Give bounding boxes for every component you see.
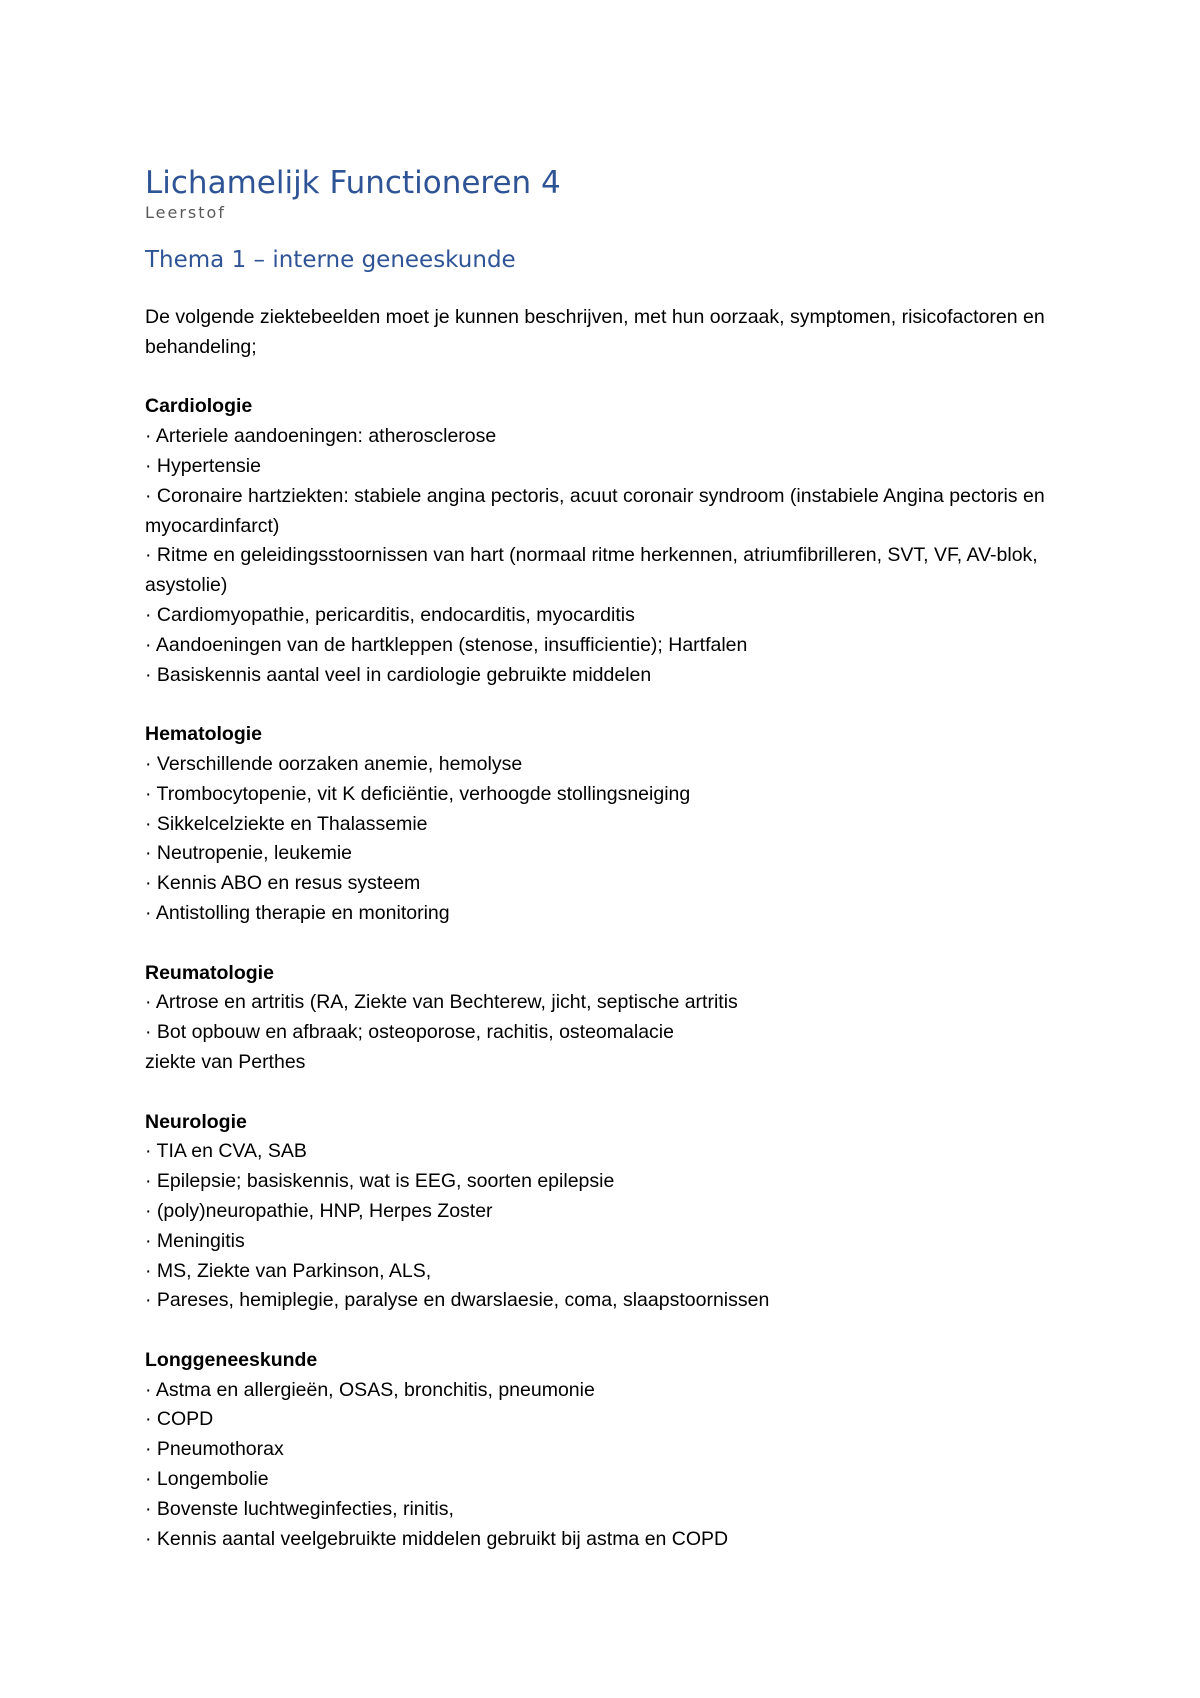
document-page — [145, 165, 1065, 1554]
list-item: · TIA en CVA, SAB — [145, 1140, 307, 1163]
list-item: · Cardiomyopathie, pericarditis, endocarditis, myocarditis — [145, 603, 635, 626]
category-hematologie — [145, 720, 1065, 929]
list-item: · MS, Ziekte van Parkinson, ALS, — [145, 1259, 432, 1282]
list-item: ziekte van Perthes — [145, 1050, 306, 1073]
list-item: · Hypertensie — [145, 454, 261, 477]
category-cardiologie — [145, 392, 1065, 690]
category-title: Longgeneeskunde — [145, 1348, 318, 1371]
list-item: · Arteriele aandoeningen: atherosclerose — [145, 425, 497, 448]
intro-paragraph: De volgende ziektebeelden moet je kunnen beschrijven, met hun oorzaak, symptomen, risicofactoren en behandeling; — [145, 306, 1045, 358]
list-item: · Epilepsie; basiskennis, wat is EEG, soorten epilepsie — [145, 1170, 615, 1193]
category-longgeneeskunde — [145, 1346, 1065, 1555]
list-item: · Astma en allergieën, OSAS, bronchitis, pneumonie — [145, 1378, 595, 1401]
category-item-list — [145, 1137, 1065, 1316]
list-item: · Meningitis — [145, 1229, 245, 1252]
list-item: · Pneumothorax — [145, 1438, 284, 1461]
list-item: · Aandoeningen van de hartkleppen (stenose, insufficientie); Hartfalen — [145, 633, 748, 656]
list-item: · Sikkelcelziekte en Thalassemie — [145, 812, 428, 835]
list-item: · Trombocytopenie, vit K deficiëntie, verhoogde stollingsneiging — [145, 782, 691, 805]
list-item: · Kennis aantal veelgebruikte middelen gebruikt bij astma en COPD — [145, 1527, 729, 1550]
category-item-list — [145, 988, 1065, 1077]
section-heading: Thema 1 – interne geneeskunde — [145, 247, 516, 273]
list-item: · Longembolie — [145, 1468, 269, 1491]
list-item: · COPD — [145, 1408, 214, 1431]
category-title: Reumatologie — [145, 961, 274, 984]
document-subtitle: Leerstof — [145, 203, 226, 222]
category-item-list — [145, 422, 1065, 690]
list-item: · Bovenste luchtweginfecties, rinitis, — [145, 1497, 454, 1520]
category-title: Hematologie — [145, 723, 263, 746]
list-item: · (poly)neuropathie, HNP, Herpes Zoster — [145, 1199, 493, 1222]
category-item-list — [145, 750, 1065, 929]
list-item: · Artrose en artritis (RA, Ziekte van Bechterew, jicht, septische artritis — [145, 991, 738, 1014]
category-item-list — [145, 1376, 1065, 1555]
list-item: · Verschillende oorzaken anemie, hemolyse — [145, 752, 523, 775]
category-neurologie — [145, 1108, 1065, 1317]
list-item: · Coronaire hartziekten: stabiele angina pectoris, acuut coronair syndroom (instabiele Angina pectoris en myocardinfarct) — [145, 484, 1045, 537]
list-item: · Antistolling therapie en monitoring — [145, 901, 450, 924]
list-item: · Ritme en geleidingsstoornissen van hart (normaal ritme herkennen, atriumfibrilleren, SVT, VF, AV-blok, asystolie) — [145, 544, 1038, 597]
list-item: · Bot opbouw en afbraak; osteoporose, rachitis, osteomalacie — [145, 1021, 674, 1044]
category-reumatologie — [145, 959, 1065, 1078]
list-item: · Kennis ABO en resus systeem — [145, 872, 421, 895]
list-item: · Pareses, hemiplegie, paralyse en dwarslaesie, coma, slaapstoornissen — [145, 1289, 770, 1312]
list-item: · Neutropenie, leukemie — [145, 842, 353, 865]
category-title: Neurologie — [145, 1110, 247, 1133]
list-item: · Basiskennis aantal veel in cardiologie gebruikte middelen — [145, 663, 652, 686]
category-title: Cardiologie — [145, 395, 253, 418]
document-title: Lichamelijk Functioneren 4 — [145, 165, 561, 201]
